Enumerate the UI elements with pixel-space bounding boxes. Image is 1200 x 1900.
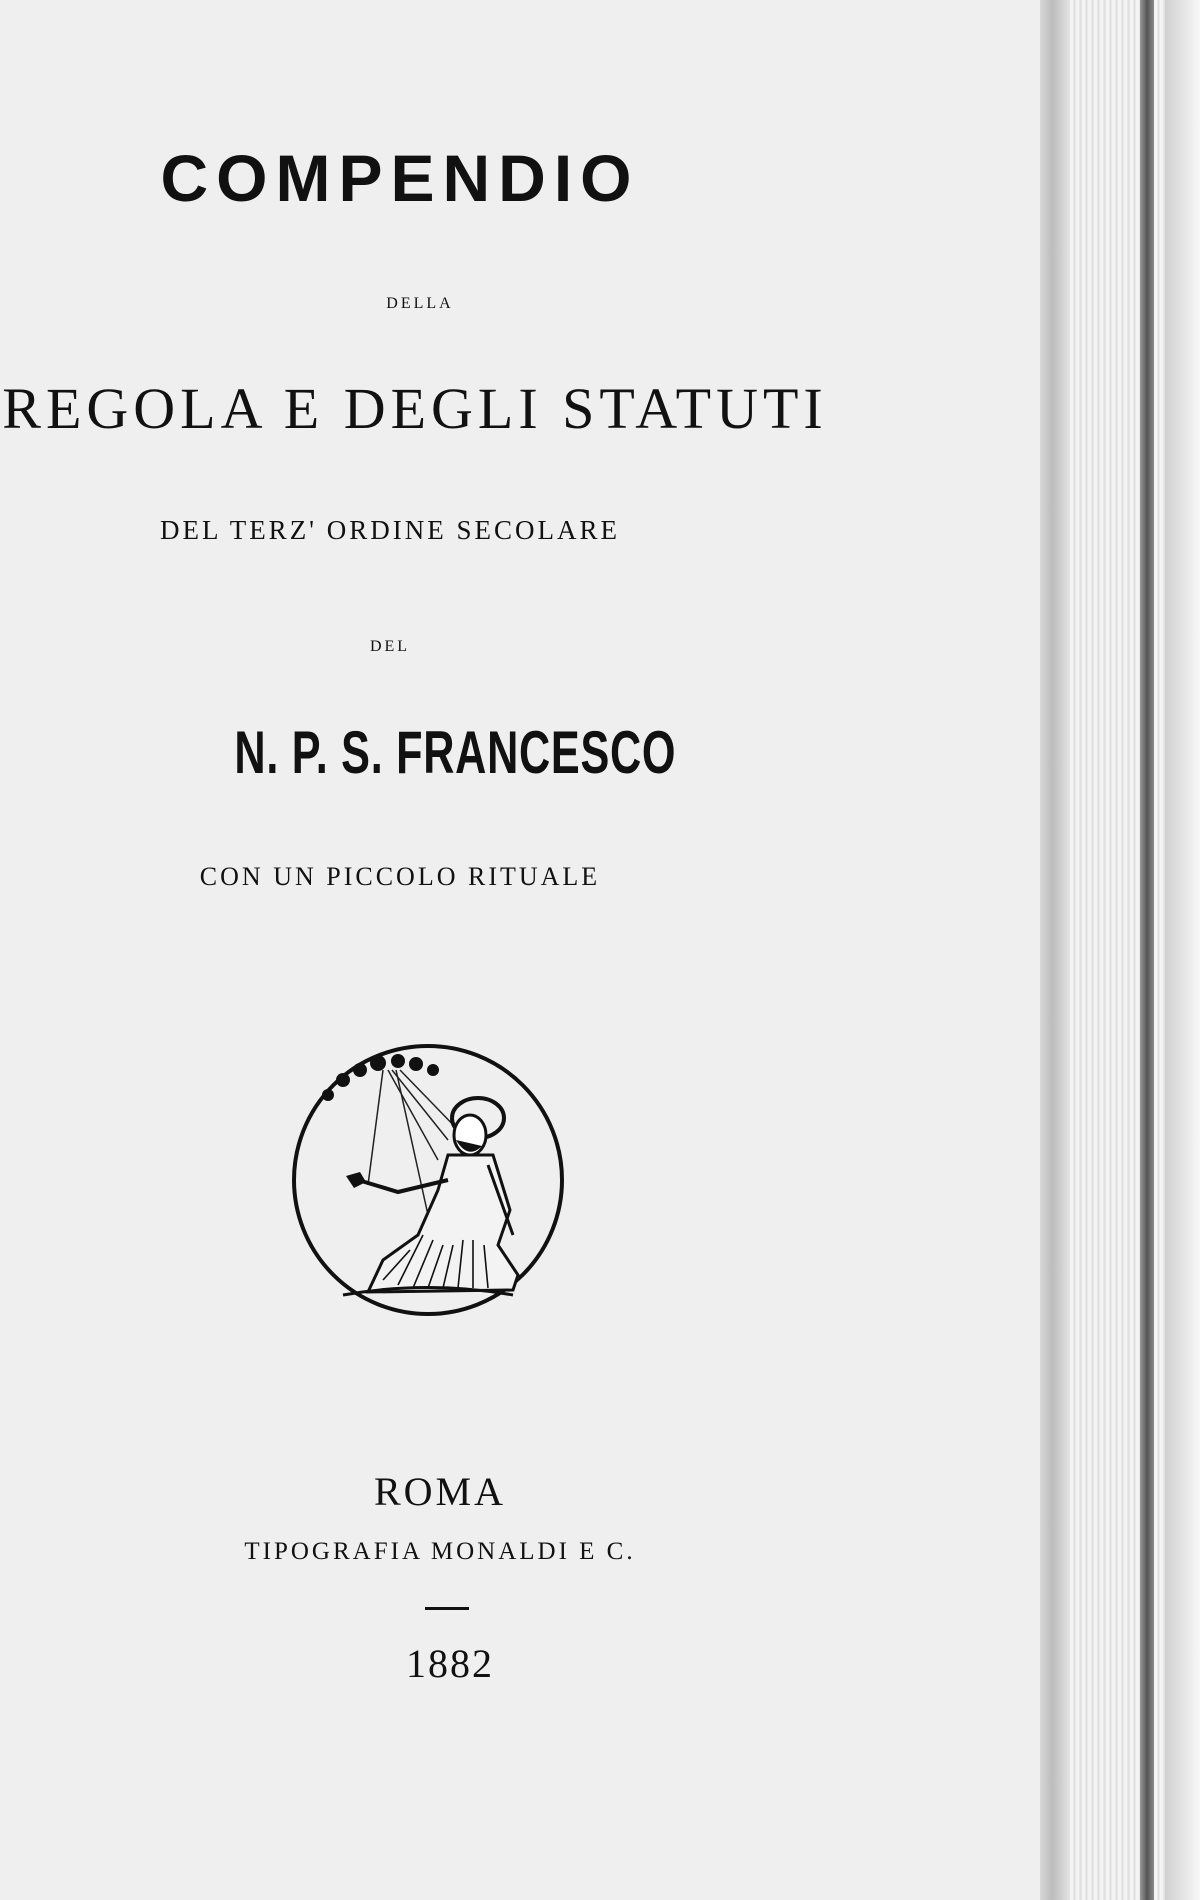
title-del: DEL	[369, 638, 411, 655]
book-cover-edge	[1140, 0, 1154, 1900]
main-title: REGOLA E DEGLI STATUTI	[2, 376, 828, 441]
book-rim	[1165, 0, 1200, 1900]
saint-francis-medallion-icon	[288, 1040, 568, 1320]
title-compendio: COMPENDIO	[160, 141, 640, 215]
book-gutter	[1040, 0, 1070, 1900]
imprint-printer: TIPOGRAFIA MONALDI E C.	[244, 1538, 636, 1565]
imprint-divider	[425, 1607, 469, 1610]
imprint-year: 1882	[406, 1641, 494, 1686]
subtitle-terzo-ordine: DEL TERZ' ORDINE SECOLARE	[159, 515, 621, 545]
title-della: DELLA	[386, 295, 454, 312]
founder-name: N. P. S. FRANCESCO	[234, 719, 677, 786]
addendum-rituale: CON UN PICCOLO RITUALE	[199, 862, 601, 891]
imprint-place: ROMA	[373, 1469, 507, 1514]
